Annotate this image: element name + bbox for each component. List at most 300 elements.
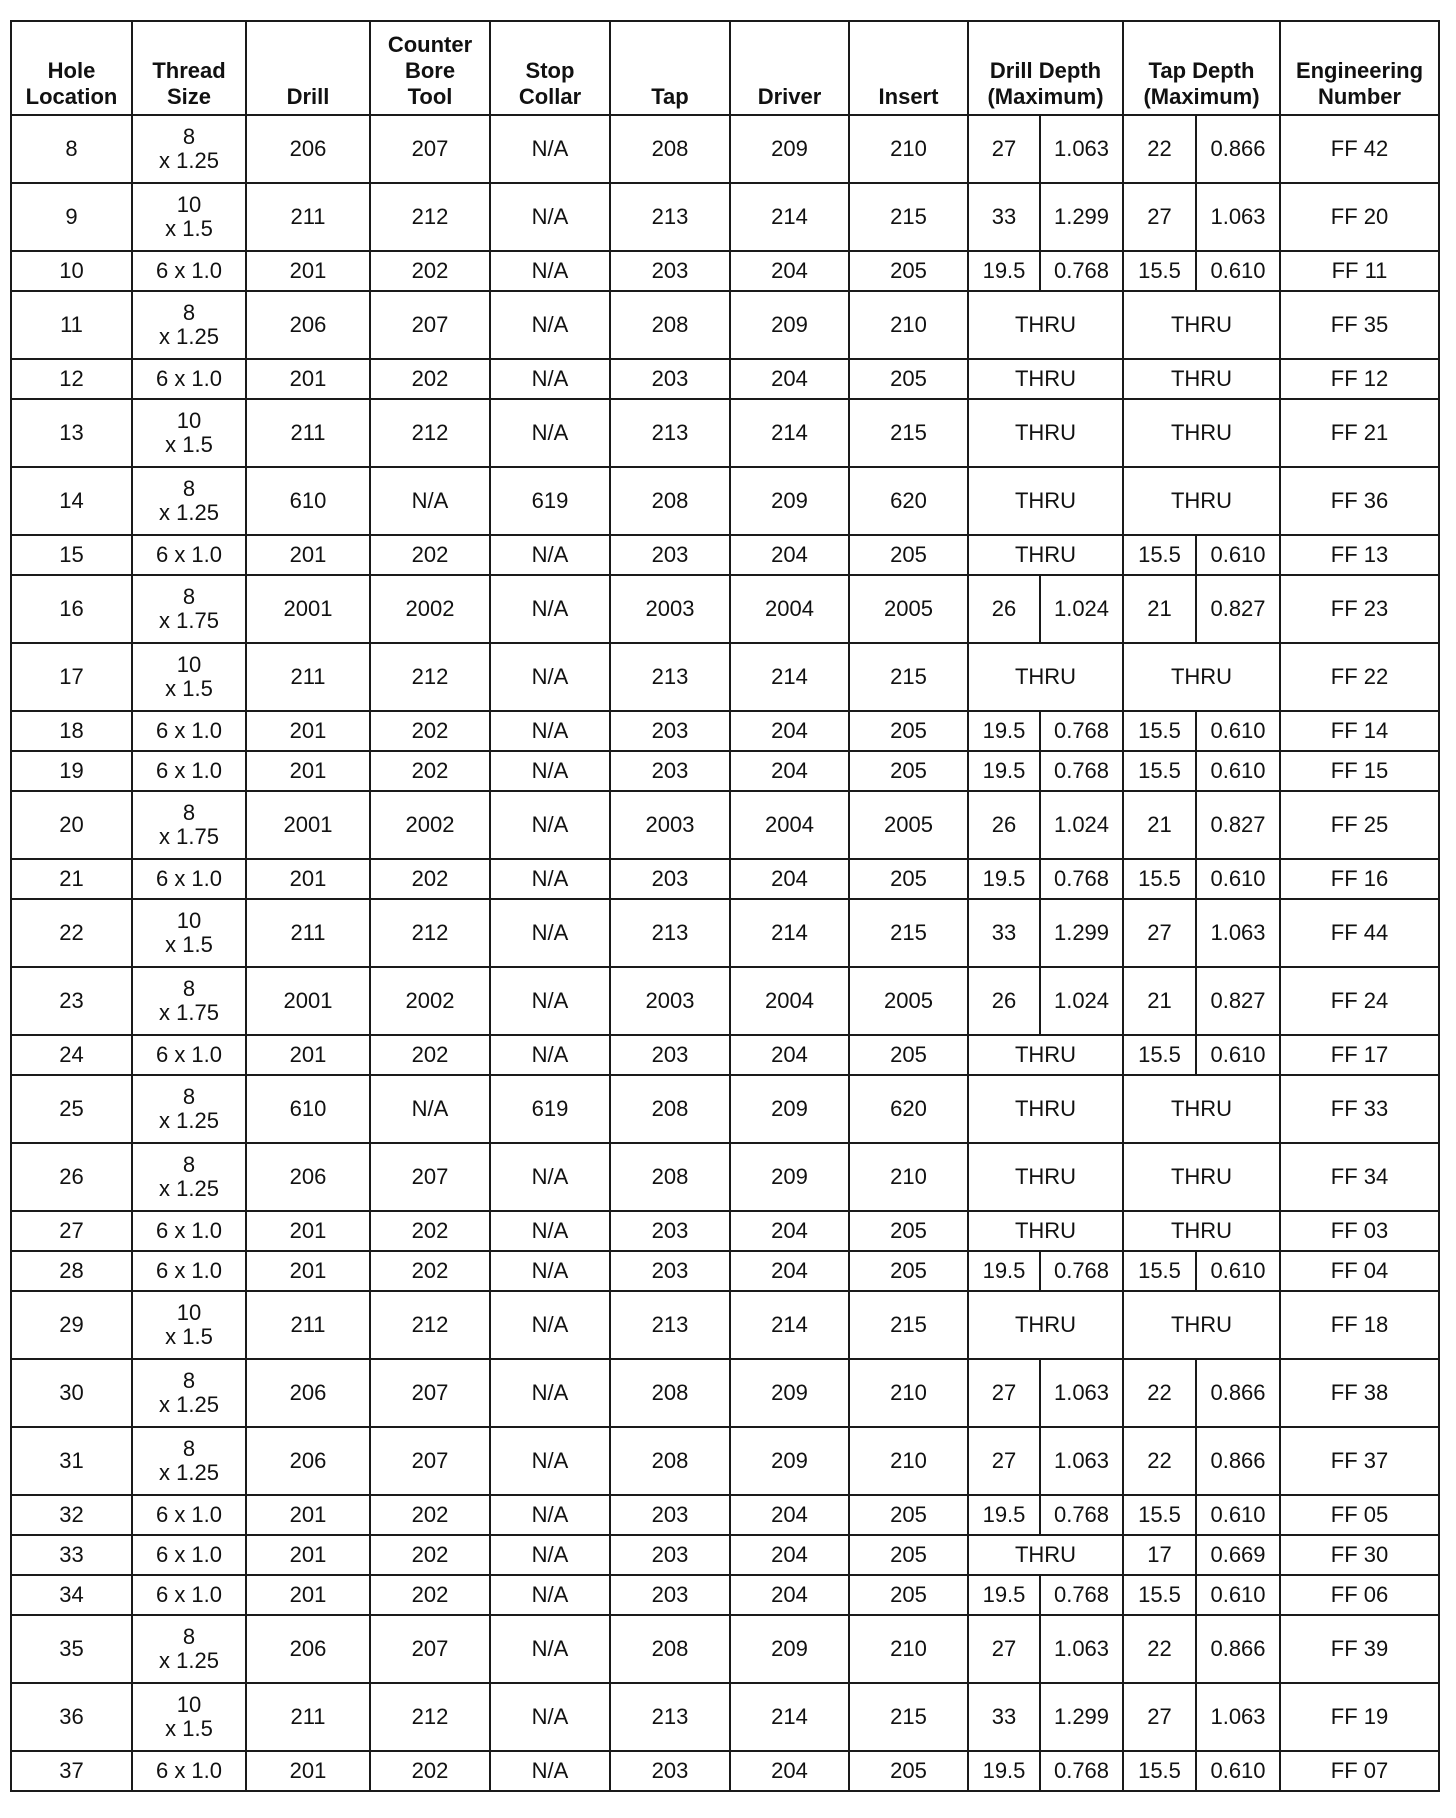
tap-depth-mm-cell: 15.5 <box>1123 859 1196 899</box>
hole-location-cell: 29 <box>11 1291 132 1359</box>
stop-collar-cell: N/A <box>490 1291 610 1359</box>
tap-depth-in-cell: 1.063 <box>1196 899 1280 967</box>
thread-size-line: 8 <box>182 799 196 825</box>
thread-size-line: x 1.25 <box>159 1647 219 1673</box>
thread-size-cell <box>132 791 246 859</box>
drill-depth-in-cell: 0.768 <box>1040 751 1123 791</box>
table-row <box>11 1035 1439 1075</box>
stop-collar-cell: N/A <box>490 115 610 183</box>
drill-depth-in-cell: 0.768 <box>1040 1751 1123 1791</box>
counter-bore-cell: 202 <box>370 535 490 575</box>
thread-size-line: x 1.25 <box>159 1391 219 1417</box>
thread-size-line: 6 x 1.0 <box>155 758 223 783</box>
header-drill: Drill <box>246 21 370 115</box>
hole-location-cell: 35 <box>11 1615 132 1683</box>
thread-size-line: 6 x 1.0 <box>155 542 223 567</box>
engineering-number-cell: FF 21 <box>1280 399 1439 467</box>
tap-depth-cell: THRU <box>1123 1211 1280 1251</box>
thread-size-line: 8 <box>182 975 196 1001</box>
drill-cell: 211 <box>246 643 370 711</box>
insert-cell: 205 <box>849 1575 968 1615</box>
hole-location-cell: 19 <box>11 751 132 791</box>
table-row <box>11 467 1439 535</box>
insert-cell: 205 <box>849 1251 968 1291</box>
tap-cell: 2003 <box>610 967 730 1035</box>
driver-cell: 214 <box>730 1683 849 1751</box>
header-insert: Insert <box>849 21 968 115</box>
thread-size-line: x 1.75 <box>159 999 219 1025</box>
drill-cell: 211 <box>246 1291 370 1359</box>
insert-cell: 215 <box>849 183 968 251</box>
tap-cell: 203 <box>610 251 730 291</box>
driver-cell: 209 <box>730 1427 849 1495</box>
hole-location-cell: 20 <box>11 791 132 859</box>
driver-cell: 204 <box>730 1495 849 1535</box>
table-row <box>11 711 1439 751</box>
driver-cell: 204 <box>730 1035 849 1075</box>
thread-size-cell <box>132 1535 246 1575</box>
table-row <box>11 1575 1439 1615</box>
tap-depth-mm-cell: 15.5 <box>1123 751 1196 791</box>
thread-size-cell <box>132 1359 246 1427</box>
driver-cell: 204 <box>730 1575 849 1615</box>
drill-cell: 201 <box>246 1495 370 1535</box>
tap-depth-mm-cell: 15.5 <box>1123 1575 1196 1615</box>
drill-depth-cell: THRU <box>968 1143 1123 1211</box>
tap-cell: 203 <box>610 359 730 399</box>
drill-depth-mm-cell: 27 <box>968 1615 1040 1683</box>
engineering-number-cell: FF 23 <box>1280 575 1439 643</box>
tap-cell: 203 <box>610 751 730 791</box>
insert-cell: 210 <box>849 1143 968 1211</box>
tap-cell: 208 <box>610 1359 730 1427</box>
drill-depth-cell: THRU <box>968 643 1123 711</box>
driver-cell: 214 <box>730 899 849 967</box>
insert-cell: 210 <box>849 1615 968 1683</box>
tap-cell: 203 <box>610 1035 730 1075</box>
hole-location-cell: 37 <box>11 1751 132 1791</box>
engineering-number-cell: FF 05 <box>1280 1495 1439 1535</box>
drill-depth-in-cell: 1.299 <box>1040 1683 1123 1751</box>
drill-depth-in-cell: 1.024 <box>1040 791 1123 859</box>
counter-bore-cell: 2002 <box>370 967 490 1035</box>
stop-collar-cell: N/A <box>490 1359 610 1427</box>
tap-depth-cell: THRU <box>1123 359 1280 399</box>
thread-size-line: 10 <box>176 1299 202 1325</box>
drill-depth-mm-cell: 27 <box>968 115 1040 183</box>
thread-size-line: x 1.5 <box>165 1323 213 1349</box>
table-row <box>11 967 1439 1035</box>
drill-cell: 610 <box>246 467 370 535</box>
thread-size-line: 10 <box>176 651 202 677</box>
tap-cell: 213 <box>610 899 730 967</box>
tap-cell: 203 <box>610 1575 730 1615</box>
insert-cell: 215 <box>849 399 968 467</box>
tap-depth-mm-cell: 21 <box>1123 791 1196 859</box>
drill-depth-in-cell: 0.768 <box>1040 1575 1123 1615</box>
drill-cell: 201 <box>246 1575 370 1615</box>
thread-size-cell <box>132 899 246 967</box>
tap-depth-in-cell: 0.610 <box>1196 535 1280 575</box>
tap-cell: 203 <box>610 1751 730 1791</box>
counter-bore-cell: 202 <box>370 1751 490 1791</box>
thread-size-line: x 1.75 <box>159 607 219 633</box>
drill-depth-in-cell: 0.768 <box>1040 251 1123 291</box>
thread-size-line: 6 x 1.0 <box>155 366 223 391</box>
tap-depth-in-cell: 1.063 <box>1196 183 1280 251</box>
engineering-number-cell: FF 06 <box>1280 1575 1439 1615</box>
insert-cell: 210 <box>849 1427 968 1495</box>
drill-depth-in-cell: 1.063 <box>1040 1359 1123 1427</box>
driver-cell: 209 <box>730 1075 849 1143</box>
engineering-number-cell: FF 35 <box>1280 291 1439 359</box>
stop-collar-cell: N/A <box>490 643 610 711</box>
thread-size-cell <box>132 359 246 399</box>
tap-cell: 213 <box>610 183 730 251</box>
thread-size-line: x 1.75 <box>159 823 219 849</box>
drill-cell: 206 <box>246 1427 370 1495</box>
stop-collar-cell: N/A <box>490 575 610 643</box>
thread-size-line: x 1.5 <box>165 675 213 701</box>
tap-depth-in-cell: 0.610 <box>1196 1035 1280 1075</box>
drill-depth-mm-cell: 19.5 <box>968 1575 1040 1615</box>
driver-cell: 204 <box>730 251 849 291</box>
thread-size-cell <box>132 967 246 1035</box>
table-row <box>11 535 1439 575</box>
thread-size-line: x 1.25 <box>159 499 219 525</box>
drill-depth-in-cell: 1.063 <box>1040 115 1123 183</box>
thread-size-cell <box>132 1251 246 1291</box>
driver-cell: 214 <box>730 1291 849 1359</box>
table-row <box>11 1683 1439 1751</box>
stop-collar-cell: N/A <box>490 399 610 467</box>
hole-location-cell: 31 <box>11 1427 132 1495</box>
engineering-number-cell: FF 14 <box>1280 711 1439 751</box>
table-row <box>11 859 1439 899</box>
tap-depth-mm-cell: 15.5 <box>1123 535 1196 575</box>
drill-cell: 2001 <box>246 967 370 1035</box>
drill-depth-cell: THRU <box>968 399 1123 467</box>
thread-size-line: x 1.5 <box>165 1715 213 1741</box>
tap-depth-mm-cell: 15.5 <box>1123 1251 1196 1291</box>
tap-depth-mm-cell: 22 <box>1123 1359 1196 1427</box>
drill-depth-mm-cell: 27 <box>968 1427 1040 1495</box>
tap-depth-in-cell: 0.610 <box>1196 859 1280 899</box>
thread-size-cell <box>132 183 246 251</box>
driver-cell: 204 <box>730 1211 849 1251</box>
thread-size-line: x 1.25 <box>159 1107 219 1133</box>
counter-bore-cell: 212 <box>370 1291 490 1359</box>
stop-collar-cell: N/A <box>490 1575 610 1615</box>
tap-cell: 213 <box>610 1683 730 1751</box>
tap-cell: 203 <box>610 711 730 751</box>
tap-cell: 213 <box>610 1291 730 1359</box>
counter-bore-cell: 202 <box>370 359 490 399</box>
hole-location-cell: 34 <box>11 1575 132 1615</box>
hole-location-cell: 8 <box>11 115 132 183</box>
insert-cell: 205 <box>849 751 968 791</box>
tap-depth-in-cell: 0.866 <box>1196 1359 1280 1427</box>
thread-size-line: 8 <box>182 1367 196 1393</box>
table-row <box>11 1615 1439 1683</box>
table-body <box>11 115 1439 1791</box>
table-row <box>11 1359 1439 1427</box>
drill-depth-mm-cell: 19.5 <box>968 1495 1040 1535</box>
table-row <box>11 1751 1439 1791</box>
tap-depth-mm-cell: 21 <box>1123 575 1196 643</box>
drill-depth-in-cell: 1.063 <box>1040 1427 1123 1495</box>
hole-location-cell: 32 <box>11 1495 132 1535</box>
counter-bore-cell: 202 <box>370 751 490 791</box>
insert-cell: 205 <box>849 1495 968 1535</box>
drill-cell: 201 <box>246 535 370 575</box>
drill-depth-in-cell: 0.768 <box>1040 1495 1123 1535</box>
tap-depth-in-cell: 0.827 <box>1196 575 1280 643</box>
thread-size-line: 10 <box>176 1691 202 1717</box>
drill-depth-in-cell: 1.299 <box>1040 899 1123 967</box>
stop-collar-cell: N/A <box>490 791 610 859</box>
header-tap-depth: Tap Depth (Maximum) <box>1123 21 1280 115</box>
driver-cell: 2004 <box>730 967 849 1035</box>
drill-depth-cell: THRU <box>968 359 1123 399</box>
thread-size-line: 6 x 1.0 <box>155 1502 223 1527</box>
tap-depth-cell: THRU <box>1123 467 1280 535</box>
hole-location-cell: 9 <box>11 183 132 251</box>
hole-location-cell: 21 <box>11 859 132 899</box>
tap-depth-in-cell: 0.610 <box>1196 1251 1280 1291</box>
table-row <box>11 1427 1439 1495</box>
engineering-number-cell: FF 38 <box>1280 1359 1439 1427</box>
tap-depth-in-cell: 0.866 <box>1196 1615 1280 1683</box>
tap-cell: 203 <box>610 535 730 575</box>
counter-bore-cell: 2002 <box>370 791 490 859</box>
engineering-number-cell: FF 37 <box>1280 1427 1439 1495</box>
drill-cell: 201 <box>246 359 370 399</box>
thread-size-line: 8 <box>182 1151 196 1177</box>
thread-size-cell <box>132 643 246 711</box>
drill-cell: 211 <box>246 1683 370 1751</box>
engineering-number-cell: FF 20 <box>1280 183 1439 251</box>
drill-depth-mm-cell: 19.5 <box>968 751 1040 791</box>
tap-depth-cell: THRU <box>1123 1075 1280 1143</box>
hole-location-cell: 33 <box>11 1535 132 1575</box>
counter-bore-cell: 207 <box>370 1143 490 1211</box>
insert-cell: 2005 <box>849 575 968 643</box>
tap-depth-in-cell: 0.610 <box>1196 1495 1280 1535</box>
counter-bore-cell: 207 <box>370 1359 490 1427</box>
header-stop-collar: Stop Collar <box>490 21 610 115</box>
counter-bore-cell: N/A <box>370 467 490 535</box>
drill-cell: 610 <box>246 1075 370 1143</box>
engineering-number-cell: FF 44 <box>1280 899 1439 967</box>
counter-bore-cell: 207 <box>370 1615 490 1683</box>
counter-bore-cell: 207 <box>370 1427 490 1495</box>
engineering-number-cell: FF 25 <box>1280 791 1439 859</box>
drill-depth-in-cell: 1.299 <box>1040 183 1123 251</box>
stop-collar-cell: N/A <box>490 1143 610 1211</box>
tap-depth-cell: THRU <box>1123 399 1280 467</box>
drill-cell: 201 <box>246 251 370 291</box>
engineering-number-cell: FF 07 <box>1280 1751 1439 1791</box>
table-row <box>11 575 1439 643</box>
driver-cell: 204 <box>730 859 849 899</box>
engineering-number-cell: FF 16 <box>1280 859 1439 899</box>
tap-cell: 213 <box>610 399 730 467</box>
tap-depth-mm-cell: 15.5 <box>1123 1751 1196 1791</box>
thread-size-line: x 1.25 <box>159 323 219 349</box>
drill-depth-cell: THRU <box>968 1291 1123 1359</box>
thread-size-line: x 1.5 <box>165 215 213 241</box>
thread-size-line: 8 <box>182 1435 196 1461</box>
header-counter-bore-tool: Counter Bore Tool <box>370 21 490 115</box>
tap-depth-in-cell: 0.610 <box>1196 751 1280 791</box>
thread-size-line: 10 <box>176 907 202 933</box>
hole-location-cell: 28 <box>11 1251 132 1291</box>
thread-size-line: 8 <box>182 1623 196 1649</box>
table-row <box>11 183 1439 251</box>
thread-size-cell <box>132 1035 246 1075</box>
thread-size-cell <box>132 575 246 643</box>
drill-depth-mm-cell: 19.5 <box>968 251 1040 291</box>
counter-bore-cell: 212 <box>370 1683 490 1751</box>
stop-collar-cell: N/A <box>490 1535 610 1575</box>
thread-size-cell <box>132 115 246 183</box>
tap-depth-cell: THRU <box>1123 291 1280 359</box>
drill-depth-mm-cell: 33 <box>968 183 1040 251</box>
thread-size-cell <box>132 1575 246 1615</box>
stop-collar-cell: N/A <box>490 1495 610 1535</box>
thread-size-cell <box>132 1615 246 1683</box>
driver-cell: 209 <box>730 1143 849 1211</box>
driver-cell: 209 <box>730 467 849 535</box>
stop-collar-cell: N/A <box>490 967 610 1035</box>
drill-depth-in-cell: 1.063 <box>1040 1615 1123 1683</box>
counter-bore-cell: 212 <box>370 643 490 711</box>
engineering-number-cell: FF 36 <box>1280 467 1439 535</box>
tap-cell: 208 <box>610 1615 730 1683</box>
hole-location-cell: 26 <box>11 1143 132 1211</box>
stop-collar-cell: N/A <box>490 751 610 791</box>
driver-cell: 204 <box>730 535 849 575</box>
thread-size-cell <box>132 467 246 535</box>
drill-depth-in-cell: 1.024 <box>1040 967 1123 1035</box>
counter-bore-cell: 202 <box>370 1575 490 1615</box>
hole-location-cell: 10 <box>11 251 132 291</box>
table-row <box>11 751 1439 791</box>
drill-cell: 2001 <box>246 791 370 859</box>
table-row <box>11 251 1439 291</box>
counter-bore-cell: 202 <box>370 1035 490 1075</box>
thread-size-cell <box>132 251 246 291</box>
tap-cell: 203 <box>610 1495 730 1535</box>
drill-cell: 2001 <box>246 575 370 643</box>
thread-size-line: x 1.5 <box>165 431 213 457</box>
stop-collar-cell: N/A <box>490 1035 610 1075</box>
driver-cell: 214 <box>730 399 849 467</box>
table-row <box>11 399 1439 467</box>
thread-size-line: 6 x 1.0 <box>155 1218 223 1243</box>
drill-depth-mm-cell: 33 <box>968 1683 1040 1751</box>
thread-size-line: 6 x 1.0 <box>155 718 223 743</box>
thread-size-line: 6 x 1.0 <box>155 1582 223 1607</box>
insert-cell: 205 <box>849 1535 968 1575</box>
hole-location-cell: 18 <box>11 711 132 751</box>
table-row <box>11 115 1439 183</box>
header-thread-size: Thread Size <box>132 21 246 115</box>
tap-cell: 2003 <box>610 575 730 643</box>
table-row <box>11 1495 1439 1535</box>
table-row <box>11 1251 1439 1291</box>
stop-collar-cell: N/A <box>490 899 610 967</box>
tap-depth-cell: THRU <box>1123 643 1280 711</box>
insert-cell: 205 <box>849 251 968 291</box>
driver-cell: 209 <box>730 1615 849 1683</box>
tap-depth-mm-cell: 27 <box>1123 1683 1196 1751</box>
stop-collar-cell: N/A <box>490 251 610 291</box>
tap-depth-mm-cell: 22 <box>1123 115 1196 183</box>
drill-depth-cell: THRU <box>968 1035 1123 1075</box>
hole-location-cell: 17 <box>11 643 132 711</box>
engineering-number-cell: FF 22 <box>1280 643 1439 711</box>
tap-depth-in-cell: 0.669 <box>1196 1535 1280 1575</box>
tap-depth-in-cell: 0.866 <box>1196 1427 1280 1495</box>
thread-size-line: 6 x 1.0 <box>155 866 223 891</box>
drill-depth-mm-cell: 19.5 <box>968 1251 1040 1291</box>
driver-cell: 2004 <box>730 791 849 859</box>
thread-size-cell <box>132 1751 246 1791</box>
stop-collar-cell: N/A <box>490 535 610 575</box>
insert-cell: 205 <box>849 535 968 575</box>
drill-cell: 206 <box>246 1615 370 1683</box>
hole-location-cell: 36 <box>11 1683 132 1751</box>
thread-size-cell <box>132 1291 246 1359</box>
insert-cell: 620 <box>849 1075 968 1143</box>
counter-bore-cell: 202 <box>370 251 490 291</box>
engineering-number-cell: FF 13 <box>1280 535 1439 575</box>
counter-bore-cell: 212 <box>370 399 490 467</box>
drill-cell: 211 <box>246 899 370 967</box>
insert-cell: 205 <box>849 1751 968 1791</box>
thread-size-cell <box>132 399 246 467</box>
thread-size-line: 6 x 1.0 <box>155 258 223 283</box>
stop-collar-cell: N/A <box>490 291 610 359</box>
thread-size-cell <box>132 1211 246 1251</box>
driver-cell: 214 <box>730 183 849 251</box>
tap-cell: 203 <box>610 859 730 899</box>
drill-depth-mm-cell: 33 <box>968 899 1040 967</box>
thread-size-cell <box>132 535 246 575</box>
thread-size-cell <box>132 291 246 359</box>
counter-bore-cell: 2002 <box>370 575 490 643</box>
table-row <box>11 1291 1439 1359</box>
insert-cell: 2005 <box>849 791 968 859</box>
drill-cell: 206 <box>246 291 370 359</box>
table-row <box>11 1143 1439 1211</box>
tap-depth-mm-cell: 27 <box>1123 183 1196 251</box>
thread-size-line: 8 <box>182 123 196 149</box>
tap-cell: 208 <box>610 1427 730 1495</box>
header-driver: Driver <box>730 21 849 115</box>
counter-bore-cell: N/A <box>370 1075 490 1143</box>
stop-collar-cell: 619 <box>490 467 610 535</box>
tap-cell: 208 <box>610 291 730 359</box>
insert-cell: 620 <box>849 467 968 535</box>
drill-depth-mm-cell: 26 <box>968 791 1040 859</box>
engineering-number-cell: FF 34 <box>1280 1143 1439 1211</box>
insert-cell: 210 <box>849 1359 968 1427</box>
stop-collar-cell: N/A <box>490 183 610 251</box>
drill-depth-mm-cell: 19.5 <box>968 1751 1040 1791</box>
